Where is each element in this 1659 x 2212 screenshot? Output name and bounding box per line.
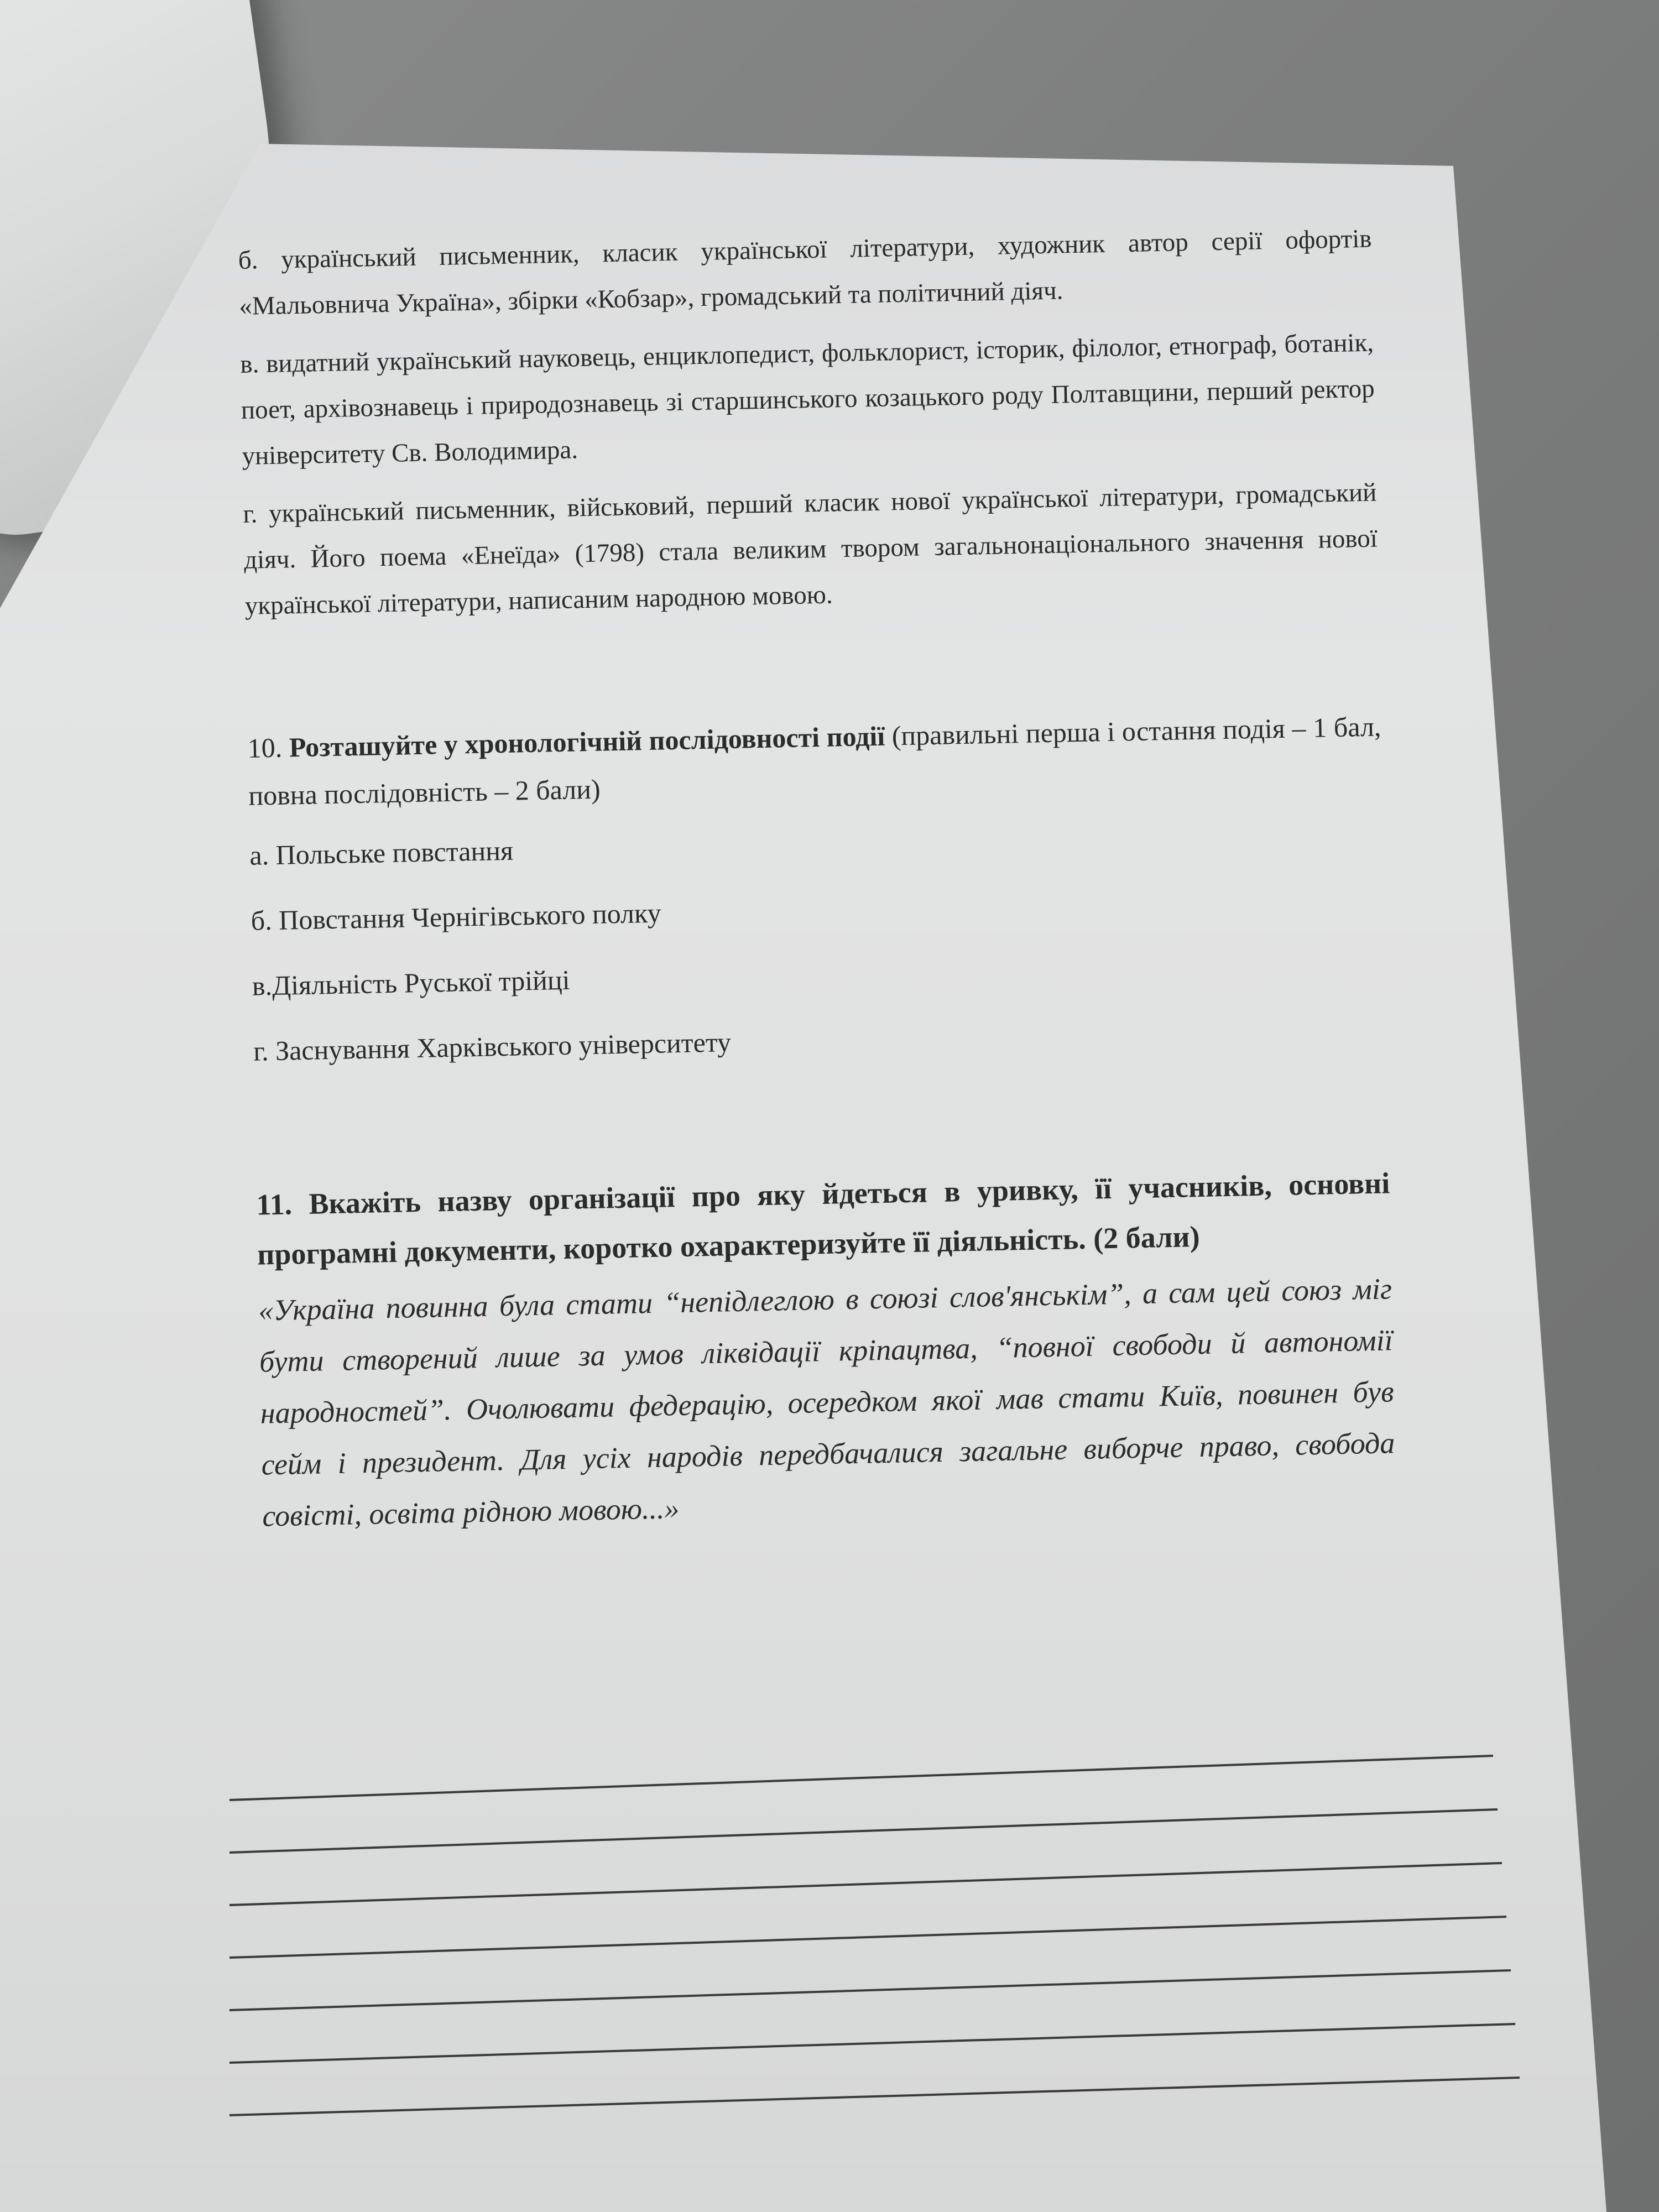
answer-line[interactable] [229, 1970, 1511, 2010]
question-10-option-a: а. Польське повстання [249, 834, 514, 871]
item-h: г. український письменник, військовий, перший класик нової української літератури, громадський діяч. Його поема «Енеїда» (1798) стала великим твором загальнонаціонального значення нової української літератури, написаним народною мовою. [243, 478, 1378, 620]
answer-line[interactable] [229, 1863, 1502, 1905]
question-11-quote: «Україна повинна була стати “непідлеглою в союзі слов'янськім”, а сам цей союз міг бути створений лише за умов ліквідації кріпацтва, “повної свободи й автономії народностей”. Очолювати федерацію, осередком якої мав стати Київ, повинен був сейм і президент. Для усіх народів передбачалися загальне виборче право, свобода совісті, освіта рідною мовою...» [258, 1272, 1395, 1533]
answer-line[interactable] [229, 1756, 1493, 1800]
answer-line[interactable] [229, 2024, 1515, 2063]
answer-line[interactable] [229, 1917, 1506, 1958]
answer-line[interactable] [229, 1809, 1498, 1853]
item-v: в. видатний український науковець, енциклопедист, фольклорист, історик, філолог, етнограф, ботанік, поет, архівознавець і природознавець зі старшинського козацького роду Полтавщини, перший ректор університету Св. Володимира. [239, 328, 1375, 471]
question-10-number: 10. [247, 732, 283, 764]
answer-line[interactable] [229, 2078, 1520, 2115]
item-b: б. український письменник, класик української літератури, художник автор серії офортів «Мальовнича Україна», збірки «Кобзар», громадський та політичний діяч. [238, 224, 1372, 321]
question-10-option-h: г. Заснування Харківського університету [253, 1026, 732, 1067]
question-10-scoring: (правильні перша і остання подія – 1 бал, повна послідовність – 2 бали) [248, 711, 1381, 811]
question-10-option-b: б. Повстання Чернігівського полку [251, 897, 662, 936]
question-10-option-v: в.Діяльність Руської трійці [252, 964, 570, 1001]
question-10-instruction: Розташуйте у хронологічній послідовності події [289, 720, 885, 763]
question-11-title: 11. Вкажіть назву організації про яку йдеться в уривку, її учасників, основні програмні документи, коротко охарактеризуйте її діяльність. (2 бали) [256, 1166, 1390, 1271]
